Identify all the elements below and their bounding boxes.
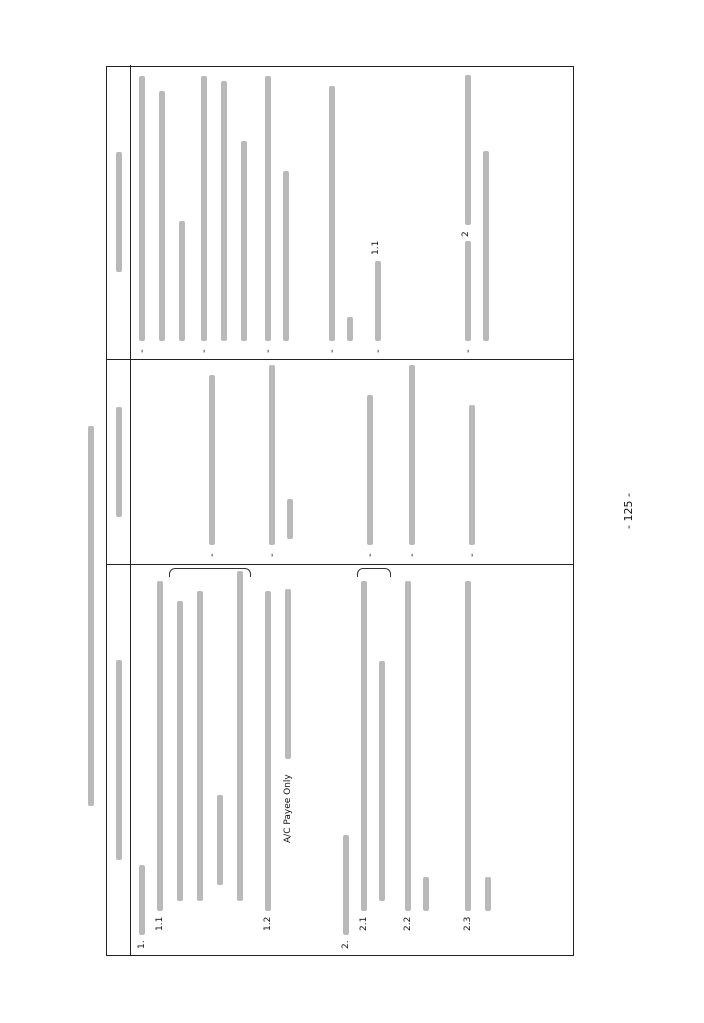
risk-table: 1. 1.1 1.2 A/C Payee Only 2. 2.1 2.2 2.3 - - - - - - - - - - 1.1 - 2: [106, 66, 574, 956]
grouping-brace: [169, 568, 251, 577]
grouping-brace: [357, 568, 391, 577]
header-activity: [107, 565, 131, 955]
staff-count: 2: [461, 231, 471, 237]
page-number: - 125 -: [622, 493, 635, 529]
item-number: 1.1: [155, 916, 165, 931]
item-number: 2.2: [403, 916, 413, 931]
item-number: 2.3: [463, 916, 473, 931]
ac-payee-text: A/C Payee Only: [283, 774, 293, 843]
item-number: 1.: [137, 940, 147, 949]
header-risk-factor: [107, 360, 131, 565]
rotated-page: [82, 66, 682, 956]
item-number: 2.: [341, 940, 351, 949]
item-number: 1.2: [263, 916, 273, 931]
column-divider: [107, 359, 573, 360]
control-reference: 1.1: [371, 240, 381, 255]
column-divider: [107, 564, 573, 565]
header-control: [107, 65, 131, 360]
item-number: 2.1: [359, 916, 369, 931]
page-title: [82, 366, 102, 866]
